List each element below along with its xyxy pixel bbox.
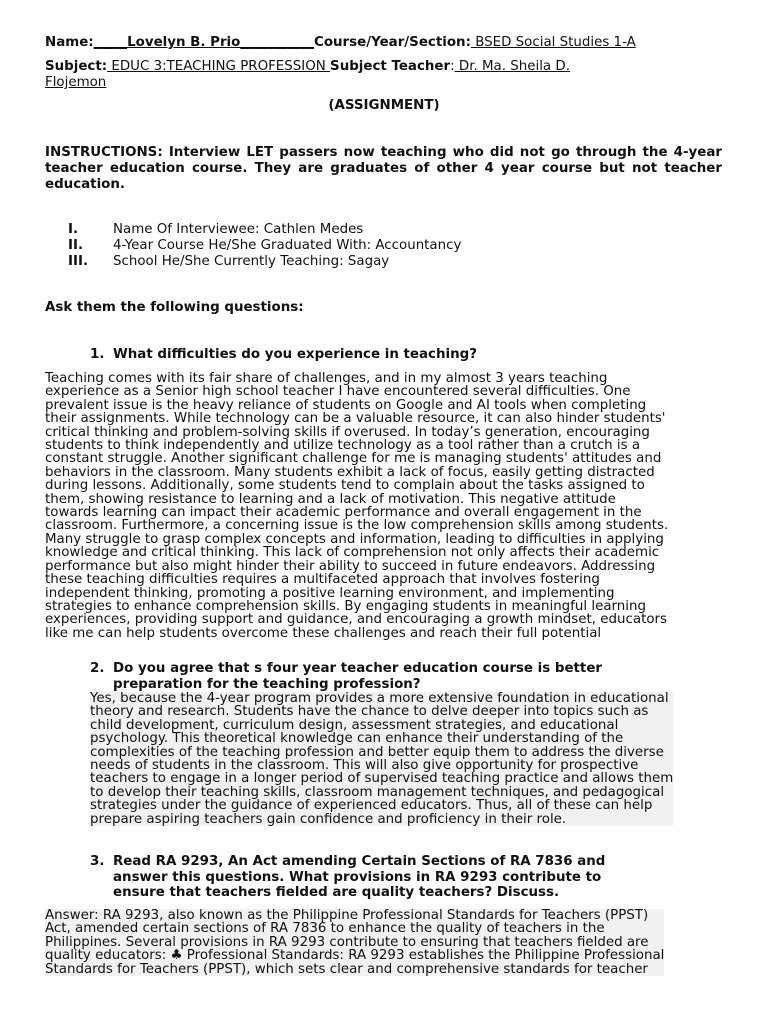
question-number: 3. [90,854,105,869]
course-value: BSED Social Studies 1-A [470,35,636,50]
subject-label: Subject [45,59,102,74]
question-text: Read RA 9293, An Act amending Certain Sections of RA 7836 and answer this questions. What provisions in RA 9293 contribute to ensure that teachers fielded are quality teachers? Discuss. [113,854,606,900]
question-2 [90,661,602,692]
interviewee-item [68,222,363,238]
question-number: 2. [90,661,105,676]
course-label: Course/Year/Section [314,35,466,50]
interviewee-text: School He/She Currently Teaching: Sagay [113,254,390,269]
name-line: Name:_____Lovelyn B. Prio___________Course/Year/Section: BSED Social Studies 1-A [45,35,636,50]
assignment-title: (ASSIGNMENT) [328,98,440,113]
teacher-label: Subject Teacher [330,59,451,74]
question-text: Do you agree that s four year teacher education course is better preparation for the teaching profession? [113,661,603,692]
ask-heading: Ask them the following questions: [45,300,304,315]
interviewee-text: 4-Year Course He/She Graduated With: Accountancy [113,238,462,253]
name-label: Name [45,35,89,50]
roman-numeral: III. [68,254,89,269]
interviewee-text: Name Of Interviewee: Cathlen Medes [113,222,364,237]
interviewee-item [68,254,389,270]
subject-line: Subject: EDUC 3:TEACHING PROFESSION Subject Teacher: Dr. Ma. Sheila D. [45,59,570,74]
question-text: What difficulties do you experience in teaching? [113,347,477,362]
subject-value: EDUC 3:TEACHING PROFESSION [107,59,331,74]
instructions: INSTRUCTIONS: Interview LET passers now teaching who did not go through the 4-year teacher education course. They are graduates of other 4 year course but not teacher education. [45,145,722,192]
teacher-value: Dr. Ma. Sheila D. [454,59,570,74]
roman-numeral: I. [68,222,79,237]
answer-1: Teaching comes with its fair share of challenges, and in my almost 3 years teaching experience as a Senior high school teacher I have encountered several difficulties. One prevalent issue is the heavy reliance of students on Google and AI tools when completing their assignments. While technology can be a valuable resource, it can also hinder students' critical thinking and problem-solving skills if overused. In today’s generation, encouraging students to think independently and utilize technology as a tool rather than a crutch is a constant struggle. Another significant challenge for me is managing students' attitudes and behaviors in the classroom. Many students exhibit a lack of focus, easily getting distracted during lessons. Additionally, some students tend to complain about the tasks assigned to them, showing resistance to learning and a lack of motivation. This negative attitude towards learning can impact their academic performance and overall engagement in the classroom. Furthermore, a concerning issue is the low comprehension skills among students. Many struggle to grasp complex concepts and information, leading to difficulties in applying knowledge and critical thinking. This lack of comprehension not only affects their academic performance but also might hinder their ability to succeed in future endeavors. Addressing these teaching difficulties requires a multifaceted approach that involves fostering independent thinking, promoting a positive learning environment, and implementing strategies to enhance comprehension skills. By engaging students in meaningful learning experiences, providing support and guidance, and encouraging a growth mindset, educators like me can help students overcome these challenges and reach their full potential [45,371,669,641]
question-number: 1. [90,347,105,362]
interviewee-item [68,238,461,254]
question-1 [90,347,477,363]
question-3 [90,854,605,901]
answer-3: Answer: RA 9293, also known as the Philippine Professional Standards for Teachers (PPST) Act, amended certain sections of RA 7836 to enhance the quality of teachers in the Philippines. Several provisions in RA 9293 contribute to ensuring that teachers fielded are quality educators: ♣ Professional Standards: RA 9293 establishes the Philippine Professional Standards for Teachers (PPST), which sets clear and comprehensive standards for teacher [45,908,665,977]
answer-2: Yes, because the 4-year program provides a more extensive foundation in educational theory and research. Students have the chance to delve deeper into topics such as child development, curriculum design, assessment strategies, and educational psychology. This theoretical knowledge can enhance their understanding of the complexities of the teaching profession and better equip them to address the diverse needs of students in the classroom. This will also give opportunity for prospective teachers to engage in a longer period of supervised teaching practice and allows them to develop their teaching skills, classroom management techniques, and pedagogical strategies under the guidance of experienced educators. Thus, all of these can help prepare aspiring teachers gain confidence and proficiency in their role. [90,691,674,827]
roman-numeral: II. [68,238,84,253]
name-value: _____Lovelyn B. Prio___________ [93,35,314,50]
teacher-value-cont: Flojemon [45,75,107,90]
